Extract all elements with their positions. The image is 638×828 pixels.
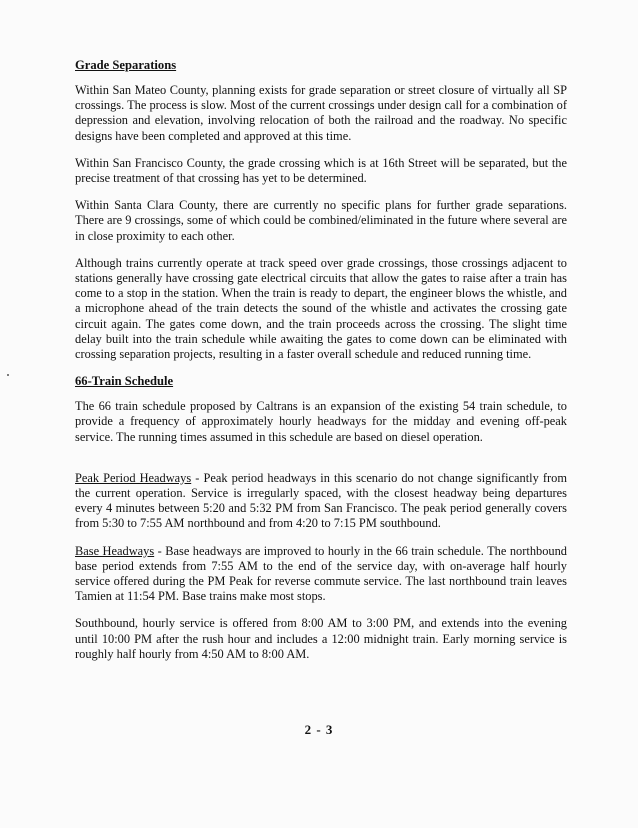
base-headways-label: Base Headways — [75, 543, 155, 558]
spacer — [75, 457, 567, 471]
paragraph-santa-clara: Within Santa Clara County, there are currently no specific plans for further grade separations. There are 9 crossings, some of which could be combined/eliminated in the future where several are in close proximity to each other. — [75, 198, 567, 243]
paragraph-crossing-gates: Although trains currently operate at track speed over grade crossings, those crossings adjacent to stations generally have crossing gate electrical circuits that allow the gates to raise after a train has come to a stop in the station. When the train is ready to depart, the engineer blows the whistle, and a microphone ahead of the train detects the sound of the whistle and activates the crossing gate circuit again. The gates come down, and the train proceeds across the crossing. The slight time delay built into the train schedule while awaiting the gates to come down can be eliminated with crossing separation projects, resulting in a faster overall schedule and reduced running time. — [75, 255, 567, 362]
paragraph-peak-headways — [75, 471, 567, 532]
page-number: 2 - 3 — [304, 722, 334, 737]
scan-speck — [7, 374, 9, 376]
paragraph-66-train-intro: The 66 train schedule proposed by Caltrans is an expansion of the existing 54 train schedule, to provide a frequency of approximately hourly headways for the midday and evening off-peak service. The running times assumed in this schedule are based on diesel operation. — [75, 399, 567, 444]
base-headways-text: - Base headways are improved to hourly in the 66 train schedule. The northbound base period extends from 7:55 AM to the end of the service day, with on-average half hourly service offered during the PM Peak for reverse commute service. The last northbound train leaves Tamien at 11:54 PM. Base trains make most stops. — [75, 543, 567, 604]
paragraph-san-francisco: Within San Francisco County, the grade crossing which is at 16th Street will be separated, but the precise treatment of that crossing has yet to be determined. — [75, 155, 567, 186]
paragraph-base-headways — [75, 544, 567, 605]
paragraph-southbound: Southbound, hourly service is offered from 8:00 AM to 3:00 PM, and extends into the evening until 10:00 PM after the rush hour and includes a 12:00 midnight train. Early morning service is roughly half hourly from 4:50 AM to 8:00 AM. — [75, 616, 567, 661]
peak-headways-text: - Peak period headways in this scenario do not change significantly from the current operation. Service is irregularly spaced, with the closest headway being departures every 4 minutes between 5:20 and 5:32 PM from San Francisco. The peak period generally covers from 5:30 to 7:55 AM northbound and from 4:20 to 7:15 PM southbound. — [75, 470, 567, 531]
peak-headways-label: Peak Period Headways — [75, 470, 192, 485]
heading-66-train-schedule: 66-Train Schedule — [75, 374, 174, 389]
page-content — [75, 58, 567, 674]
heading-grade-separations: Grade Separations — [75, 58, 177, 72]
paragraph-san-mateo: Within San Mateo County, planning exists for grade separation or street closure of virtually all SP crossings. The process is slow. Most of the current crossings under design call for a combination of depression and elevation, involving relocation of both the railroad and the roadway. No specific designs have been completed and approved at this time. — [75, 83, 567, 143]
